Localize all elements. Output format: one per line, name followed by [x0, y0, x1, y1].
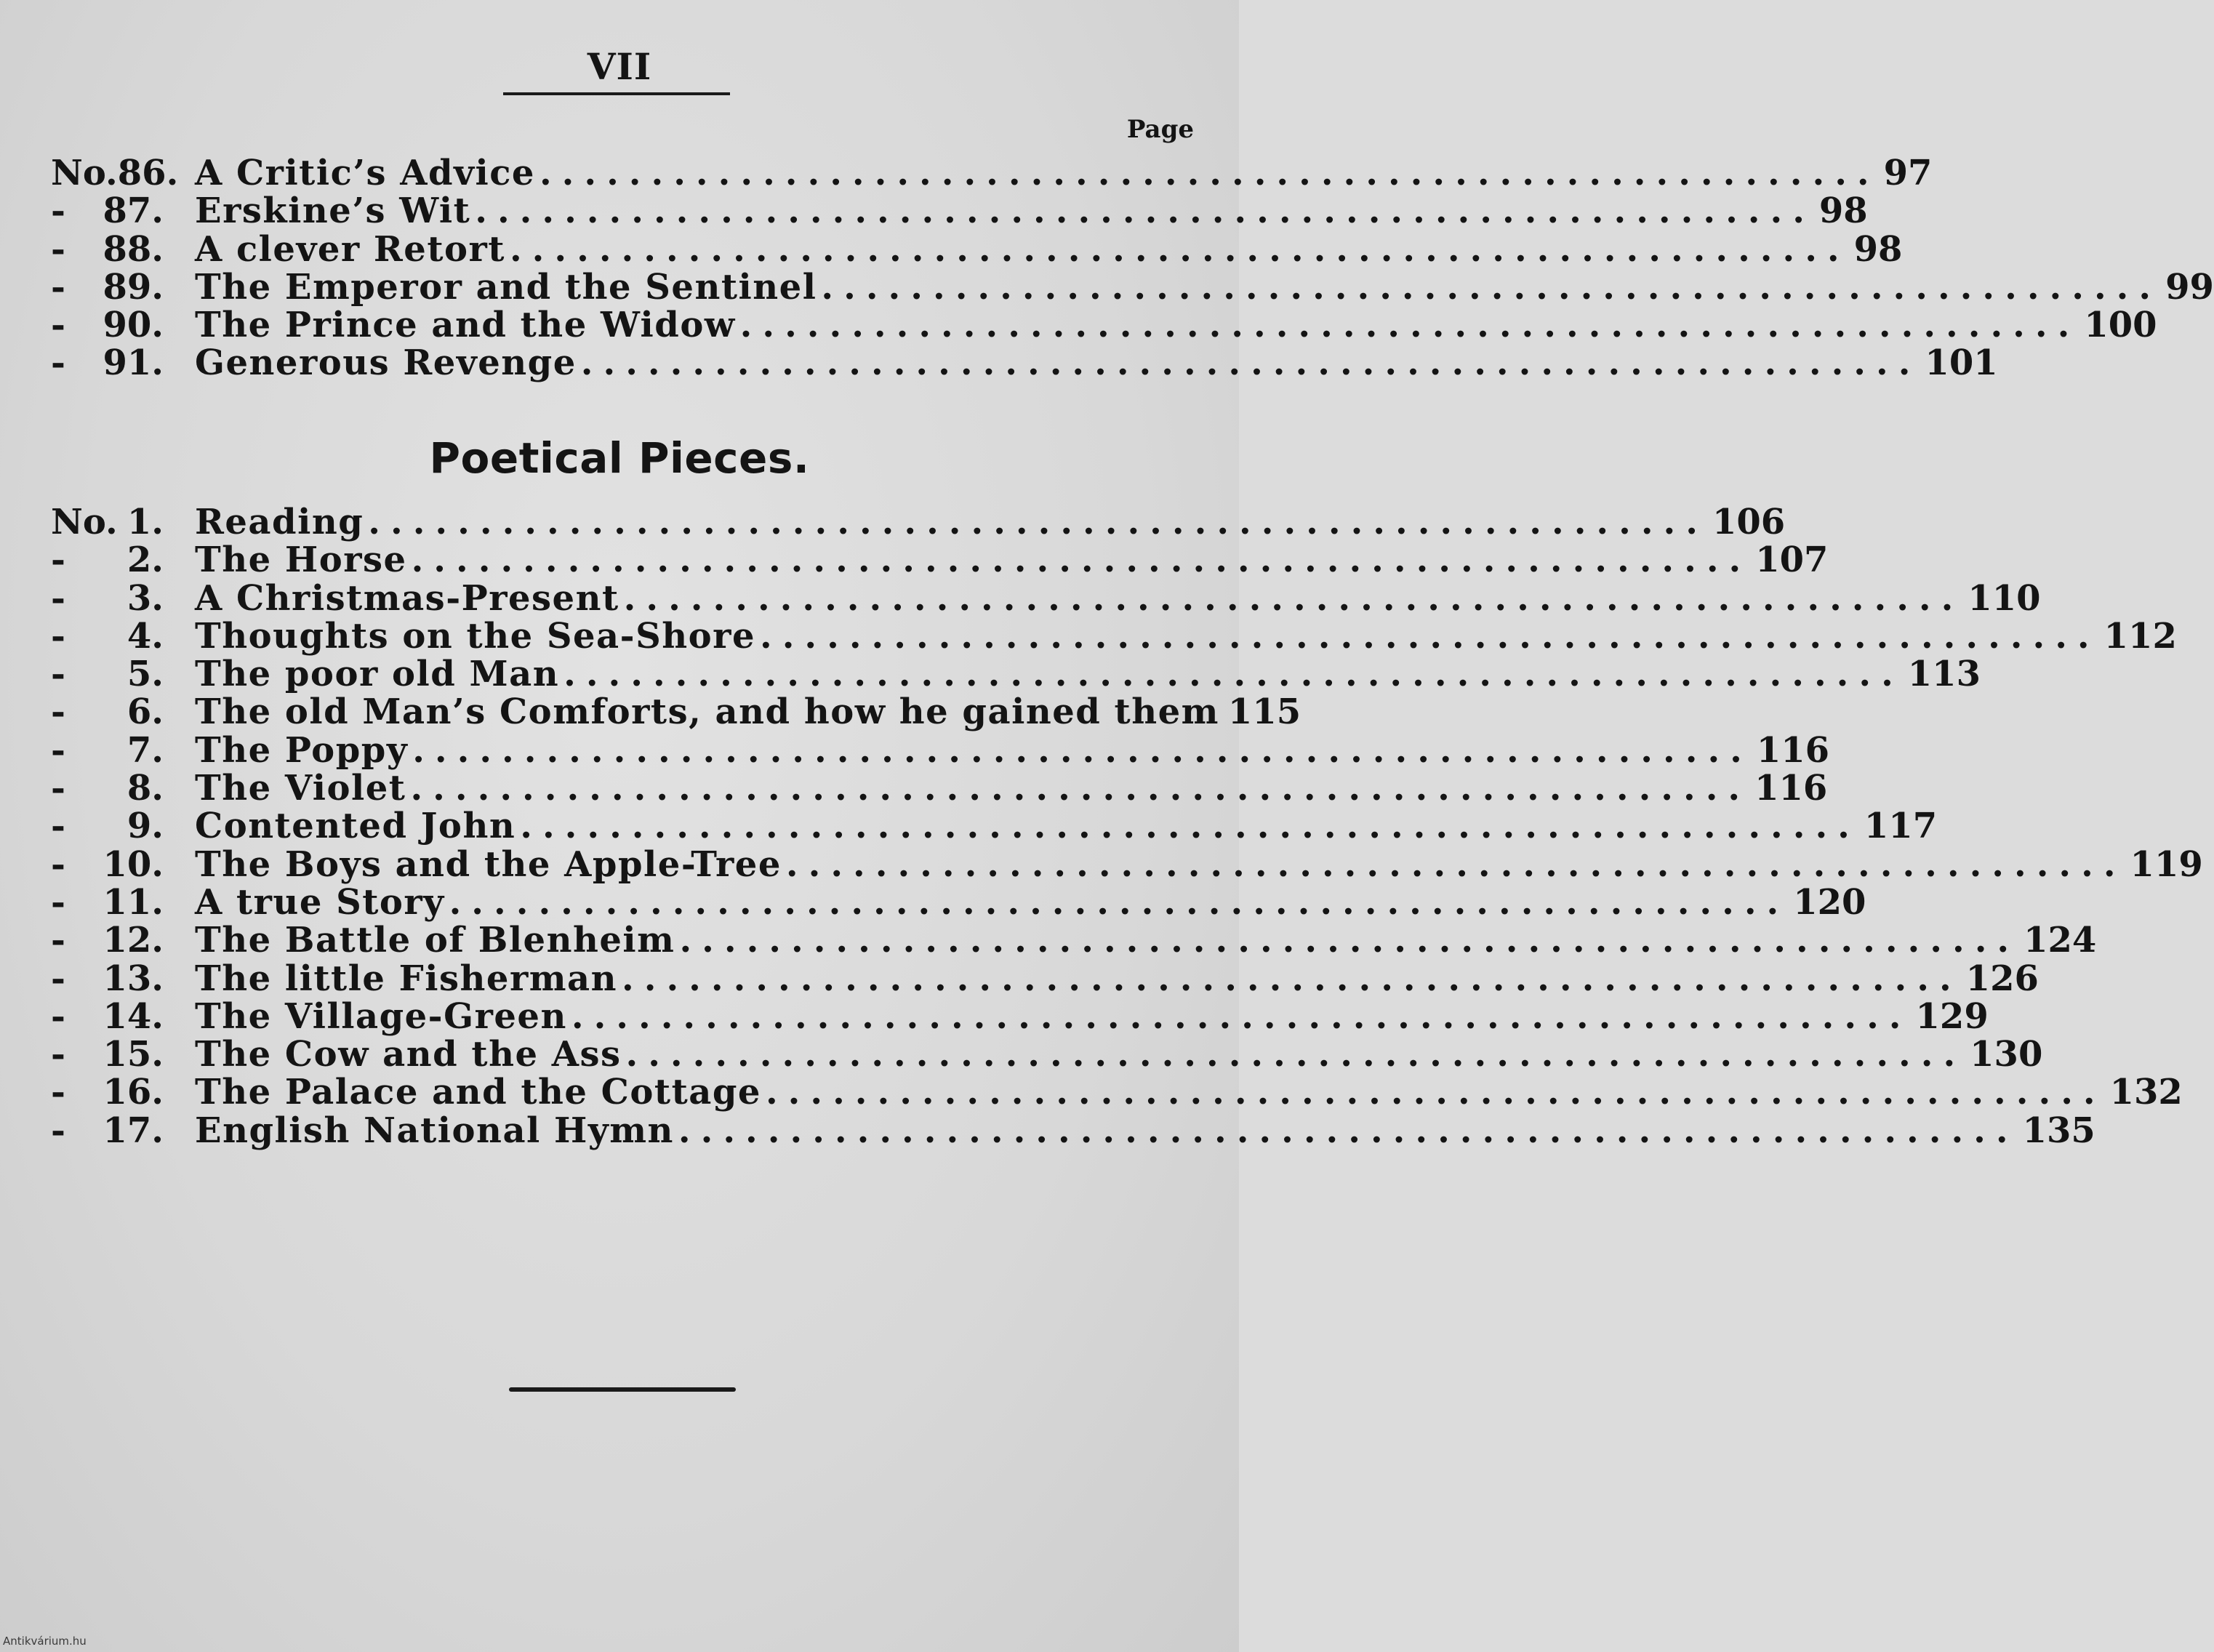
entry-page-number: 97 [1883, 153, 1933, 193]
entry-title: A true Story [195, 881, 445, 923]
footer-rule [509, 1387, 736, 1392]
entry-number [51, 268, 164, 306]
toc-entry [51, 920, 2097, 961]
entry-number-prefix: No. [51, 153, 118, 193]
entry-number [51, 843, 164, 885]
entry-page-number: 98 [1853, 228, 1903, 270]
entry-page-number: 117 [1864, 806, 1938, 847]
toc-entry [51, 768, 1828, 809]
entry-title: A clever Retort [195, 228, 505, 270]
entry-number-digits: 7. [127, 729, 164, 771]
entry-number-prefix: - [51, 342, 65, 384]
dot-leader: ............................................................ [410, 768, 1751, 809]
poetical-contents-list [51, 502, 2203, 1151]
entry-number [51, 995, 164, 1037]
toc-entry [51, 305, 2157, 346]
entry-title: A Christmas-Present [195, 577, 619, 619]
entry-number-digits: 89. [103, 266, 164, 308]
toc-entry [51, 228, 1903, 270]
entry-title: The poor old Man [195, 654, 560, 695]
entry-number-prefix: - [51, 995, 65, 1037]
entry-page-number: 112 [2103, 615, 2177, 657]
entry-number-prefix: No. [51, 502, 118, 542]
toc-entry [51, 502, 1786, 542]
toc-entry [51, 540, 1829, 581]
entry-number [51, 655, 164, 693]
entry-page-number: 119 [2130, 843, 2203, 885]
section-heading: Poetical Pieces. [429, 433, 810, 483]
dot-leader: ............................................................ [563, 654, 1904, 695]
dot-leader: ............................................................ [539, 153, 1880, 193]
entry-title: Thoughts on the Sea-Shore [195, 615, 755, 657]
entry-number-prefix: - [51, 266, 65, 308]
entry-title: The old Man’s Comforts, and how he gained them [195, 691, 1219, 733]
entry-number [51, 153, 179, 193]
entry-number-digits: 8. [127, 768, 164, 809]
entry-number-prefix: - [51, 540, 65, 581]
entry-number-digits: 11. [103, 881, 164, 923]
entry-page-number: 99 [2165, 266, 2214, 308]
entry-title: Generous Revenge [195, 342, 577, 384]
entry-title: The Village-Green [195, 995, 567, 1037]
entry-number-prefix: - [51, 1110, 65, 1151]
entry-title: Erskine’s Wit [195, 191, 471, 232]
dot-leader: ............................................................ [759, 615, 2100, 657]
toc-entry [51, 843, 2203, 885]
entry-number-prefix: - [51, 191, 65, 232]
entry-number [51, 921, 164, 959]
page-number: VII [587, 45, 652, 88]
entry-number-prefix: - [51, 691, 65, 733]
entry-number-digits: 15. [103, 1034, 164, 1075]
entry-number-prefix: - [51, 1034, 65, 1075]
dot-leader: ............................................................ [679, 920, 2020, 961]
entry-title: The Violet [195, 768, 406, 809]
entry-title: The Palace and the Cottage [195, 1072, 761, 1113]
entry-number-digits: 14. [103, 995, 164, 1037]
dot-leader: ............................................................ [785, 843, 2126, 885]
entry-number-digits: 88. [103, 228, 164, 270]
entry-number-digits: 3. [127, 577, 164, 619]
dot-leader: ............................................................ [739, 305, 2080, 346]
entry-title: The Battle of Blenheim [195, 920, 675, 961]
entry-number-prefix: - [51, 1072, 65, 1113]
toc-entry [51, 881, 1866, 923]
entry-title: The Prince and the Widow [195, 305, 736, 346]
toc-entry [51, 191, 1868, 232]
dot-leader: ............................................................ [678, 1110, 2018, 1151]
entry-number-digits: 1. [127, 502, 164, 542]
entry-number [51, 306, 164, 344]
entry-number [51, 883, 164, 921]
entry-number-prefix: - [51, 958, 65, 999]
entry-number-prefix: - [51, 228, 65, 270]
entry-number-digits: 4. [127, 615, 164, 657]
entry-number-digits: 87. [103, 191, 164, 232]
entry-page-number: 110 [1968, 577, 2041, 619]
toc-entry [51, 342, 1998, 384]
entry-title: The Cow and the Ass [195, 1034, 622, 1075]
prose-contents-list [51, 153, 2214, 384]
entry-number [51, 769, 164, 807]
entry-number-digits: 5. [127, 654, 164, 695]
dot-leader: ............................................................ [580, 342, 1921, 384]
toc-entry [51, 806, 1938, 847]
watermark: Antikvárium.hu [3, 1635, 87, 1648]
entry-title: English National Hymn [195, 1110, 674, 1151]
entry-number-prefix: - [51, 729, 65, 771]
dot-leader: ............................................................ [520, 806, 1860, 847]
entry-number-digits: 12. [103, 920, 164, 961]
entry-number-digits: 17. [103, 1110, 164, 1151]
entry-number [51, 960, 164, 998]
entry-number-digits: 6. [127, 691, 164, 733]
entry-number [51, 1035, 164, 1073]
entry-page-number: 120 [1793, 881, 1866, 923]
dot-leader: ............................................................ [622, 958, 1962, 999]
entry-page-number: 130 [1970, 1034, 2043, 1075]
dot-leader: ............................................................ [475, 191, 1815, 232]
toc-entry [51, 1034, 2043, 1075]
dot-leader: ............................................................ [571, 995, 1912, 1037]
entry-number [51, 577, 164, 619]
entry-number-prefix: - [51, 305, 65, 346]
entry-page-number: 135 [2022, 1110, 2095, 1151]
toc-entry [51, 615, 2177, 657]
toc-entry [51, 1072, 2183, 1113]
entry-page-number: 98 [1818, 191, 1868, 232]
dot-leader: ............................................................ [411, 540, 1752, 581]
entry-page-number: 132 [2109, 1072, 2183, 1113]
dot-leader: ............................................................ [368, 502, 1708, 542]
toc-entry [51, 995, 1989, 1037]
entry-number-prefix: - [51, 577, 65, 619]
dot-leader: ............................................................ [412, 729, 1752, 771]
entry-page-number: 113 [1907, 654, 1981, 695]
toc-entry [51, 1110, 2095, 1151]
entry-title: Reading [195, 502, 364, 542]
dot-leader: ............................................................ [625, 1034, 1966, 1075]
entry-page-number: 124 [2024, 920, 2097, 961]
entry-title: The Poppy [195, 729, 409, 771]
entry-number [51, 693, 164, 731]
entry-number-digits: 13. [103, 958, 164, 999]
entry-number [51, 230, 164, 268]
entry-page-number: 129 [1915, 995, 1989, 1037]
toc-entry [51, 654, 1981, 695]
entry-number [51, 1073, 164, 1111]
entry-number [51, 503, 164, 541]
entry-number-prefix: - [51, 654, 65, 695]
page-column-label: Page [1126, 115, 1194, 144]
entry-page-number: 116 [1754, 768, 1828, 809]
entry-number [51, 1112, 164, 1150]
entry-number-digits: 10. [103, 843, 164, 885]
dot-leader: ............................................................ [765, 1072, 2106, 1113]
entry-number [51, 617, 164, 655]
entry-number-digits: 2. [127, 540, 164, 581]
toc-entry [51, 729, 1830, 771]
entry-number-prefix: - [51, 806, 65, 847]
toc-entry [51, 691, 1301, 733]
entry-number-digits: 91. [103, 342, 164, 384]
toc-entry [51, 153, 1933, 193]
entry-title: The Emperor and the Sentinel [195, 266, 817, 308]
entry-number-digits: 86. [117, 153, 179, 193]
entry-number-prefix: - [51, 843, 65, 885]
entry-number [51, 192, 164, 230]
entry-number [51, 344, 164, 382]
entry-number [51, 807, 164, 845]
entry-page-number: 100 [2084, 305, 2157, 346]
entry-page-number: 107 [1755, 540, 1829, 581]
entry-page-number: 106 [1712, 502, 1786, 542]
entry-title: The little Fisherman [195, 958, 618, 999]
entry-number-prefix: - [51, 768, 65, 809]
entry-page-number: 101 [1925, 342, 1998, 384]
dot-leader: ............................................................ [449, 881, 1789, 923]
entry-number-digits: 16. [103, 1072, 164, 1113]
entry-page-number: 126 [1965, 958, 2039, 999]
toc-entry [51, 958, 2039, 999]
dot-leader: ............................................................ [509, 228, 1850, 270]
entry-number-prefix: - [51, 615, 65, 657]
entry-title: The Boys and the Apple-Tree [195, 843, 782, 885]
entry-page-number: 115 [1227, 691, 1301, 733]
entry-title: Contented John [195, 806, 516, 847]
entry-number [51, 731, 164, 769]
entry-number [51, 541, 164, 579]
entry-title: The Horse [195, 540, 407, 581]
entry-number-prefix: - [51, 920, 65, 961]
dot-leader: ............................................................ [821, 266, 2162, 308]
entry-number-prefix: - [51, 881, 65, 923]
entry-title: A Critic’s Advice [195, 153, 535, 193]
toc-entry [51, 577, 2041, 619]
entry-page-number: 116 [1756, 729, 1830, 771]
toc-entry [51, 266, 2214, 308]
header-rule [503, 92, 730, 95]
dot-leader: ............................................................ [623, 577, 1964, 619]
entry-number-digits: 9. [127, 806, 164, 847]
entry-number-digits: 90. [103, 305, 164, 346]
